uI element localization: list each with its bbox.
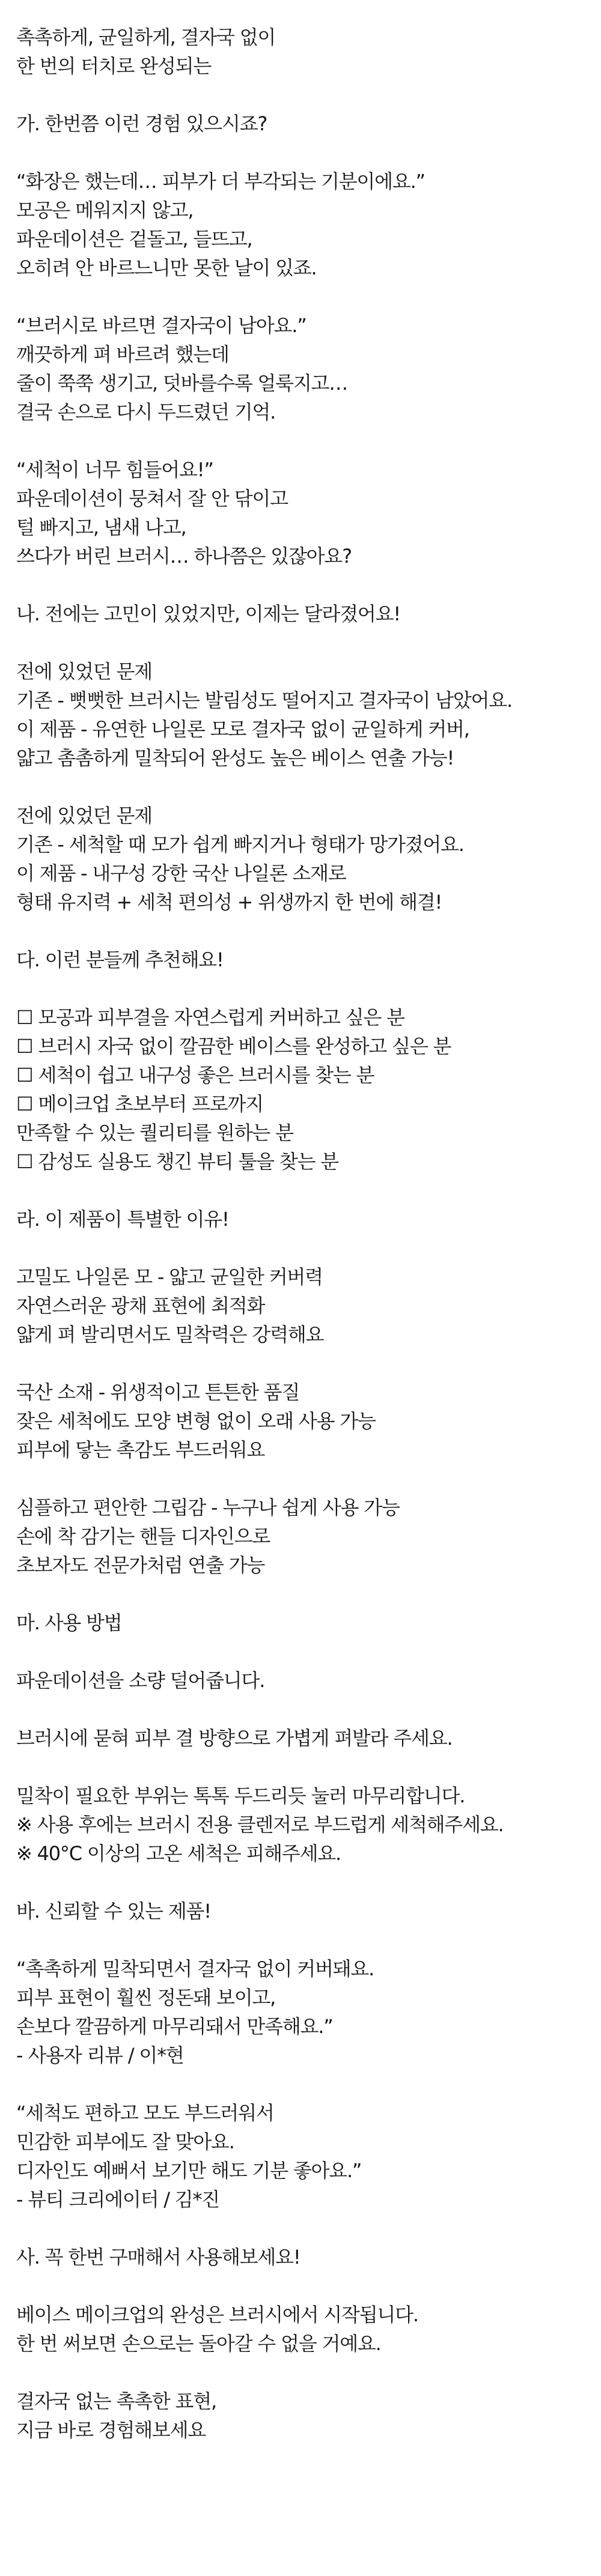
feature-line: 피부에 닿는 촉감도 부드러워요	[16, 1438, 265, 1461]
problem-line: 기존 - 세척할 때 모가 쉽게 빠지거나 형태가 망가졌어요.	[16, 833, 464, 856]
closing-line: 베이스 메이크업의 완성은 브러시에서 시작됩니다.	[16, 2303, 418, 2326]
quote-line: 줄이 쭉쭉 생기고, 덧바를수록 얼룩지고…	[16, 372, 348, 395]
quote-line: 오히려 안 바르느니만 못한 날이 있죠.	[16, 256, 317, 279]
recommend-item: ☐ 감성도 실용도 챙긴 뷰티 툴을 찾는 분	[16, 1150, 338, 1173]
quote-line: 파운데이션은 겉돌고, 들뜨고,	[16, 228, 252, 250]
quote-line: “브러시로 바르면 결자국이 남아요.”	[16, 314, 307, 337]
review-line: 손보다 깔끔하게 마무리돼서 만족해요.”	[16, 2015, 333, 2038]
quote-line: 파운데이션이 뭉쳐서 잘 안 닦이고	[16, 487, 288, 510]
recommend-item: ☐ 메이크업 초보부터 프로까지	[16, 1093, 263, 1115]
quote-line: “화장은 했는데… 피부가 더 부각되는 기분이에요.”	[16, 170, 425, 193]
problem-line: 형태 유지력 + 세척 편의성 + 위생까지 한 번에 해결!	[16, 891, 442, 914]
problem-line: 얇고 촘촘하게 밀착되어 완성도 높은 베이스 연출 가능!	[16, 747, 454, 769]
problem-line: 이 제품 - 유연한 나일론 모로 결자국 없이 균일하게 커버,	[16, 718, 469, 741]
review-line: 디자인도 예뻐서 보기만 해도 기분 좋아요.”	[16, 2159, 362, 2182]
review-author: - 사용자 리뷰 / 이*현	[16, 2044, 184, 2067]
feature-line: 국산 소재 - 위생적이고 튼튼한 품질	[16, 1381, 300, 1404]
usage-note: ※ 40°C 이상의 고온 세척은 피해주세요.	[16, 1842, 341, 1865]
review-line: “촉촉하게 밀착되면서 결자국 없이 커버돼요.	[16, 1957, 374, 1980]
section-heading-da: 다. 이런 분들께 추천해요!	[16, 948, 224, 971]
quote-line: 깨끗하게 펴 바르려 했는데	[16, 343, 229, 366]
feature-line: 잦은 세척에도 모양 변형 없이 오래 사용 가능	[16, 1410, 376, 1432]
recommend-item: ☐ 모공과 피부결을 자연스럽게 커버하고 싶은 분	[16, 1006, 404, 1029]
quote-line: 결국 손으로 다시 두드렸던 기억.	[16, 401, 276, 423]
recommend-item: ☐ 세척이 쉽고 내구성 좋은 브러시를 찾는 분	[16, 1064, 374, 1086]
quote-line: “세척이 너무 힘들어요!”	[16, 458, 213, 481]
section-heading-sa: 사. 꼭 한번 구매해서 사용해보세요!	[16, 2246, 300, 2268]
feature-line: 심플하고 편안한 그립감 - 누구나 쉽게 사용 가능	[16, 1496, 400, 1519]
recommend-item: ☐ 브러시 자국 없이 깔끔한 베이스를 완성하고 싶은 분	[16, 1035, 451, 1058]
feature-line: 자연스러운 광채 표현에 최적화	[16, 1294, 265, 1317]
review-line: 피부 표현이 훨씬 정돈돼 보이고,	[16, 1986, 276, 2009]
usage-step: 밀착이 필요한 부위는 톡톡 두드리듯 눌러 마무리합니다.	[16, 1784, 465, 1807]
closing-line: 한 번 써보면 손으로는 돌아갈 수 없을 거예요.	[16, 2332, 381, 2355]
section-heading-ga: 가. 한번쯤 이런 경험 있으시죠?	[16, 112, 267, 135]
problem-line: 이 제품 - 내구성 강한 국산 나일론 소재로	[16, 862, 346, 885]
feature-line: 손에 착 감기는 핸들 디자인으로	[16, 1525, 270, 1548]
section-heading-na: 나. 전에는 고민이 있었지만, 이제는 달라졌어요!	[16, 602, 400, 625]
closing-line: 결자국 없는 촉촉한 표현,	[16, 2390, 217, 2413]
usage-note: ※ 사용 후에는 브러시 전용 클렌저로 부드럽게 세척해주세요.	[16, 1813, 504, 1836]
intro-line: 촉촉하게, 균일하게, 결자국 없이	[16, 26, 276, 49]
intro-line: 한 번의 터치로 완성되는	[16, 55, 212, 77]
recommend-item: 만족할 수 있는 퀄리티를 원하는 분	[16, 1121, 293, 1144]
quote-line: 털 빠지고, 냄새 나고,	[16, 516, 186, 539]
section-heading-ba: 바. 신뢰할 수 있는 제품!	[16, 1900, 211, 1923]
review-line: 민감한 피부에도 잘 맞아요.	[16, 2130, 234, 2153]
usage-step: 파운데이션을 소량 덜어줍니다.	[16, 1669, 265, 1692]
problem-line: 전에 있었던 문제	[16, 660, 152, 683]
review-line: “세척도 편하고 모도 부드러워서	[16, 2102, 274, 2124]
feature-line: 얇게 펴 발리면서도 밀착력은 강력해요	[16, 1323, 324, 1346]
feature-line: 고밀도 나일론 모 - 얇고 균일한 커버력	[16, 1265, 323, 1288]
review-author: - 뷰티 크리에이터 / 김*진	[16, 2188, 220, 2211]
feature-line: 초보자도 전문가처럼 연출 가능	[16, 1554, 265, 1577]
quote-line: 쓰다가 버린 브러시… 하나쯤은 있잖아요?	[16, 545, 352, 568]
problem-line: 전에 있었던 문제	[16, 804, 152, 827]
quote-line: 모공은 메워지지 않고,	[16, 199, 194, 222]
usage-step: 브러시에 묻혀 피부 결 방향으로 가볍게 펴발라 주세요.	[16, 1727, 453, 1750]
section-heading-ra: 라. 이 제품이 특별한 이유!	[16, 1208, 229, 1231]
section-heading-ma: 마. 사용 방법	[16, 1611, 122, 1634]
problem-line: 기존 - 뻣뻣한 브러시는 발림성도 떨어지고 결자국이 남았어요.	[16, 689, 512, 712]
closing-line: 지금 바로 경험해보세요	[16, 2419, 206, 2441]
